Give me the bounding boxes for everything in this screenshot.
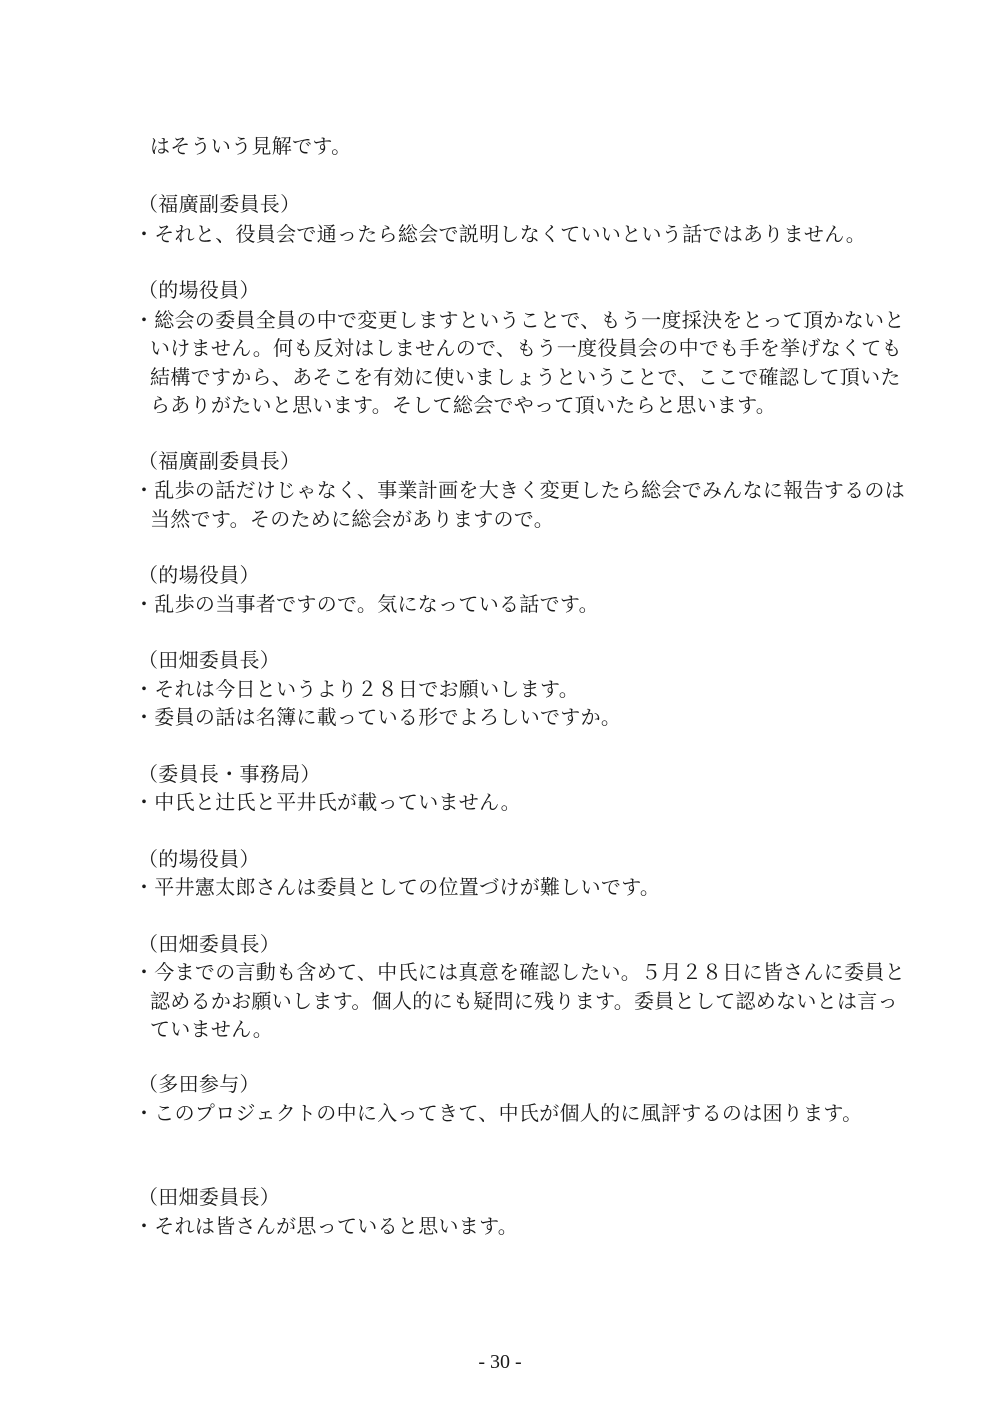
text-line: らありがたいと思います。そして総会でやって頂いたらと思います。: [150, 393, 777, 417]
text-line: ていません。: [150, 1017, 273, 1041]
text-line: ・それと、役員会で通ったら総会で説明しなくていいという話ではありません。: [134, 222, 866, 246]
text-line: ・乱歩の当事者ですので。気になっている話です。: [134, 592, 599, 616]
speaker-label: （多田参与）: [138, 1072, 260, 1096]
text-line: ・委員の話は名簿に載っている形でよろしいですか。: [134, 705, 622, 729]
text-line: ・総会の委員全員の中で変更しますということで、もう一度採決をとって頂かないと: [134, 308, 905, 332]
text-line: ・このプロジェクトの中に入ってきて、中氏が個人的に風評するのは困ります。: [134, 1101, 863, 1125]
text-line: 当然です。そのために総会がありますので。: [150, 507, 554, 531]
text-line: 結構ですから、あそこを有効に使いましょうということで、ここで確認して頂いた: [150, 365, 901, 389]
speaker-label: （田畑委員長）: [138, 648, 281, 672]
speaker-label: （委員長・事務局）: [138, 762, 321, 786]
speaker-label: （福廣副委員長）: [138, 192, 301, 216]
speaker-label: （福廣副委員長）: [138, 449, 301, 473]
text-line: ・乱歩の話だけじゃなく、事業計画を大きく変更したら総会でみんなに報告するのは: [134, 478, 905, 502]
text-line: 認めるかお願いします。個人的にも疑問に残ります。委員として認めないとは言っ: [150, 989, 898, 1013]
speaker-label: （田畑委員長）: [138, 1185, 281, 1209]
text-line: ・それは今日というより２８日でお願いします。: [134, 677, 579, 701]
page-number: - 30 -: [478, 1351, 522, 1373]
text-line: ・それは皆さんが思っていると思います。: [134, 1214, 519, 1238]
text-line: ・今までの言動も含めて、中氏には真意を確認したい。５月２８日に皆さんに委員と: [134, 960, 905, 984]
text-line: いけません。何も反対はしませんので、もう一度役員会の中でも手を挙げなくても: [150, 336, 902, 360]
speaker-label: （的場役員）: [138, 847, 260, 871]
text-line: ・中氏と辻氏と平井氏が載っていません。: [134, 790, 521, 814]
speaker-label: （的場役員）: [138, 278, 260, 302]
text-line: ・平井憲太郎さんは委員としての位置づけが難しいです。: [134, 875, 661, 899]
speaker-label: （田畑委員長）: [138, 932, 281, 956]
speaker-label: （的場役員）: [138, 563, 260, 587]
text-line: はそういう見解です。: [150, 134, 352, 158]
